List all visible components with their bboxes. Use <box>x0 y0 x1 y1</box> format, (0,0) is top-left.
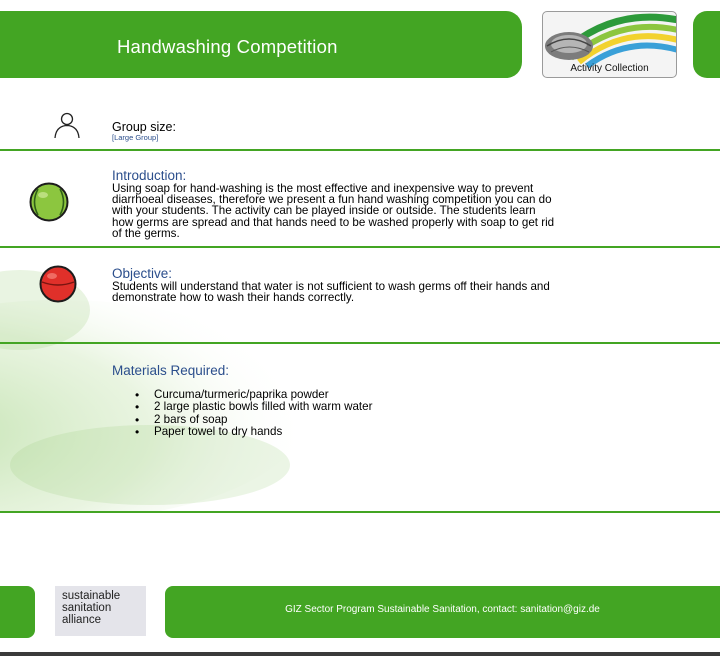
introduction-line: with your students. The activity can be played inside or outside. The students learn <box>112 204 536 218</box>
org-name-line: sanitation <box>62 602 112 614</box>
list-item: • Curcuma/turmeric/paprika powder <box>135 389 372 401</box>
footer-contact: GIZ Sector Program Sustainable Sanitation, contact: sanitation@giz.de <box>285 604 600 615</box>
list-item: • 2 bars of soap <box>135 414 372 426</box>
list-item: • Paper towel to dry hands <box>135 426 372 438</box>
introduction-line: how germs are spread and that hands need to be washed properly with soap to get rid <box>112 215 555 229</box>
page-title: Handwashing Competition <box>117 36 338 57</box>
org-name-line: alliance <box>62 614 101 626</box>
introduction-line: Using soap for hand-washing is the most effective and inexpensive way to prevent <box>112 182 534 195</box>
objective-heading: Objective: <box>112 266 173 281</box>
activity-collection-logo <box>542 11 677 78</box>
objective-text <box>112 281 672 303</box>
introduction-line: diarrhoeal diseases, therefore we present a fun hand washing competition you can do <box>112 193 552 207</box>
section-divider <box>0 149 720 151</box>
person-icon <box>52 110 82 140</box>
group-size-value: [Large Group] <box>112 133 159 142</box>
footer-bar <box>165 586 720 638</box>
objective-line: Students will understand that water is not sufficient to wash germs off their hands and <box>112 280 550 293</box>
logo-caption: Activity Collection <box>570 63 649 74</box>
materials-heading: Materials Required: <box>112 363 230 378</box>
introduction-line: of the germs. <box>112 226 180 240</box>
green-ball-icon <box>28 181 70 223</box>
introduction-text <box>112 183 672 239</box>
bottom-edge <box>0 652 720 656</box>
org-name-line: sustainable <box>62 590 121 602</box>
materials-list <box>135 389 372 439</box>
objective-line: demonstrate how to wash their hands correctly. <box>112 291 355 305</box>
section-divider <box>0 511 720 513</box>
list-item: • 2 large plastic bowls filled with warm water <box>135 401 372 413</box>
section-divider <box>0 342 720 344</box>
introduction-heading: Introduction: <box>112 168 187 183</box>
red-ball-icon <box>38 264 78 304</box>
section-divider <box>0 246 720 248</box>
header-right-tab <box>693 11 720 78</box>
group-size-label: Group size: <box>112 120 176 134</box>
footer-left-tab <box>0 586 35 638</box>
sustainable-sanitation-alliance-logo <box>55 586 146 636</box>
